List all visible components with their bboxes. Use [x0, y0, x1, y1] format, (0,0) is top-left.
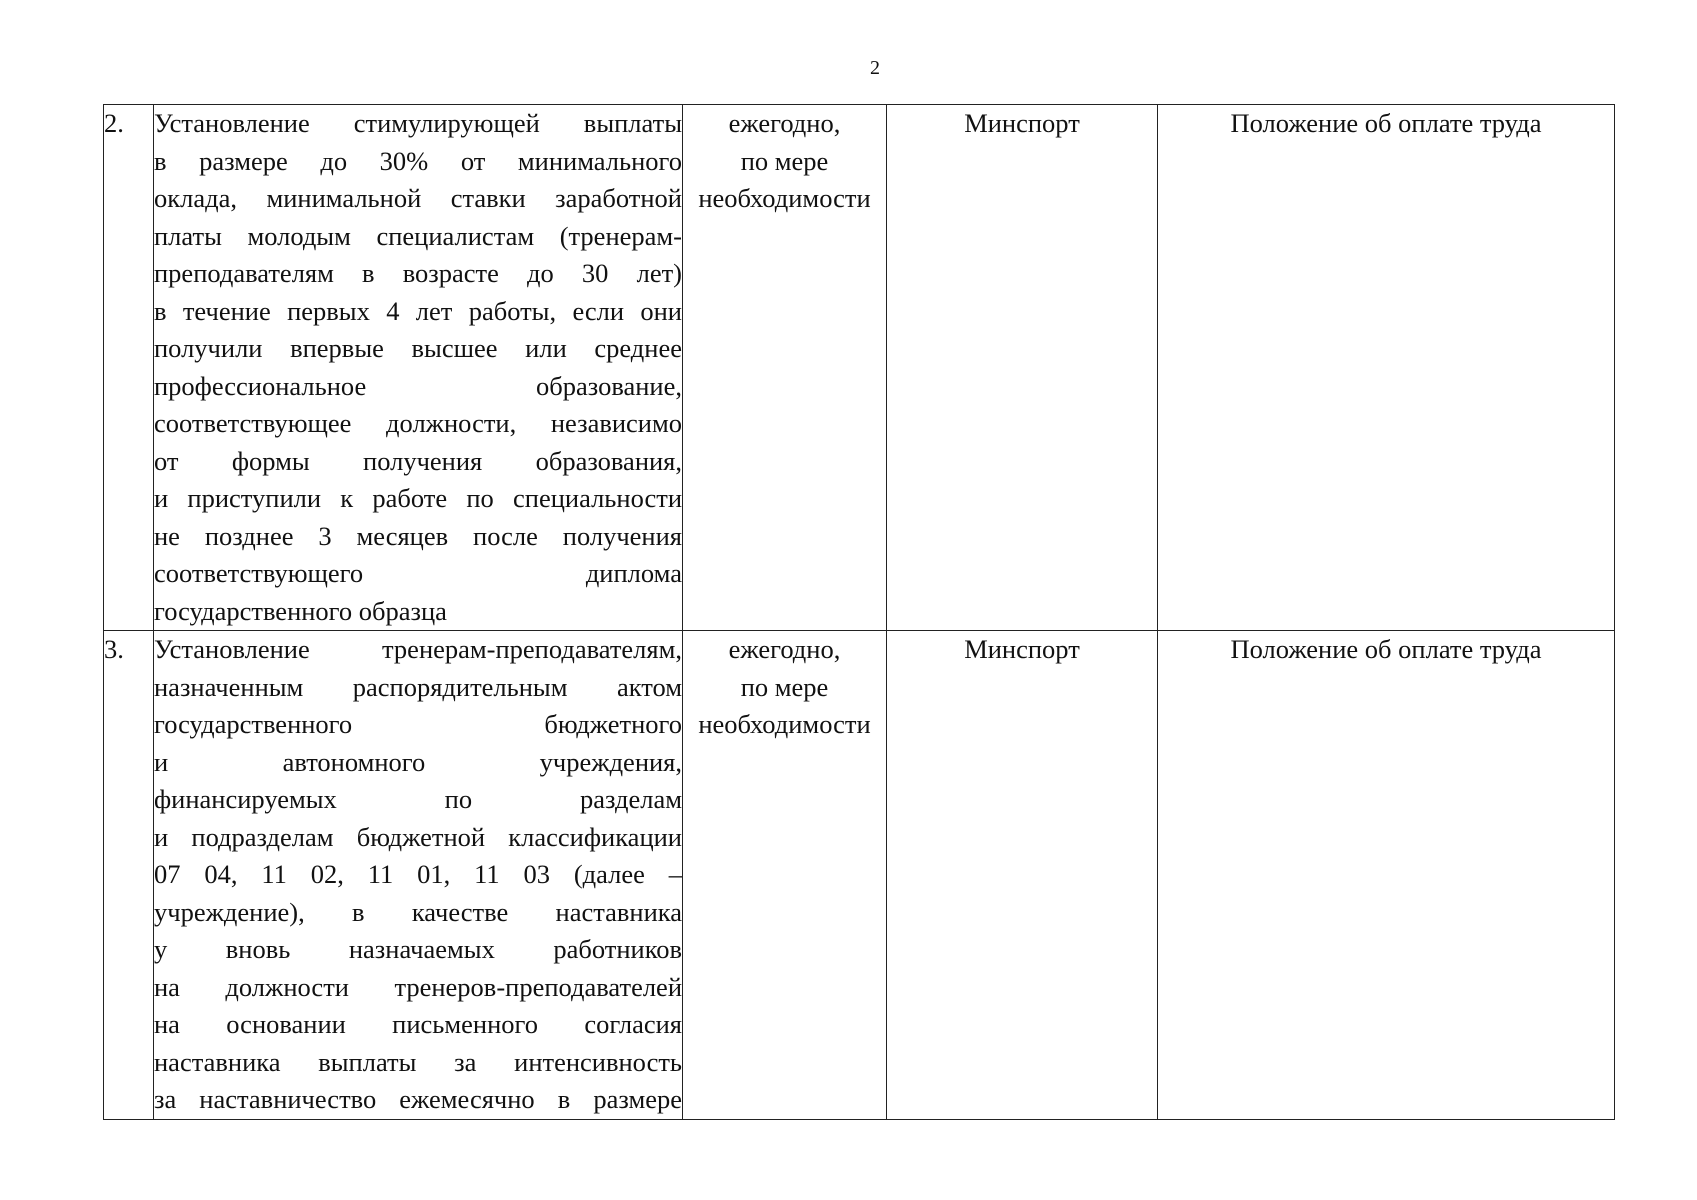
measures-table	[103, 104, 1615, 1120]
responsible-body: Минспорт	[887, 631, 1158, 1120]
term-line: необходимости	[698, 183, 871, 213]
description-line: и приступили к работе по специальности	[154, 483, 682, 513]
term-line: ежегодно,	[728, 108, 841, 138]
term-line: по мере	[740, 145, 829, 176]
description-line: соответствующее должности, независимо	[154, 408, 682, 438]
description-line: от формы получения образования,	[154, 445, 682, 476]
description-line: государственного бюджетного	[154, 709, 682, 739]
legal-basis: Положение об оплате труда	[1158, 105, 1615, 631]
measure-description	[154, 105, 683, 631]
description-line: Установление стимулирующей выплаты	[154, 108, 682, 138]
description-line: соответствующего диплома	[154, 558, 682, 588]
description-line: назначенным распорядительным актом	[154, 671, 682, 702]
measure-description	[154, 631, 683, 1120]
term-line: по мере	[740, 671, 829, 702]
term-line: ежегодно,	[728, 634, 841, 664]
description-line: и подразделам бюджетной классификации	[154, 821, 682, 852]
description-line: наставника выплаты за интенсивность	[154, 1046, 682, 1077]
row-number: 2.	[104, 105, 154, 631]
description-line: на должности тренеров-преподавателей	[154, 971, 682, 1002]
description-line: финансируемых по разделам	[154, 784, 682, 814]
description-line: учреждение), в качестве наставника	[154, 896, 682, 927]
description-line: оклада, минимальной ставки заработной	[154, 183, 682, 213]
description-line: не позднее 3 месяцев после получения	[154, 520, 682, 551]
description-line: за наставничество ежемесячно в размере	[154, 1084, 682, 1114]
description-line: преподавателям в возрасте до 30 лет)	[154, 258, 682, 288]
term-line: необходимости	[698, 709, 871, 739]
execution-term	[683, 631, 887, 1120]
description-line: профессиональное образование,	[154, 370, 682, 401]
description-line: у вновь назначаемых работников	[154, 934, 682, 964]
description-line: государственного образца	[154, 595, 447, 626]
table-row	[104, 631, 1615, 1120]
description-line: и автономного учреждения,	[154, 746, 682, 777]
responsible-body: Минспорт	[887, 105, 1158, 631]
execution-term	[683, 105, 887, 631]
description-line: 07 04, 11 02, 11 01, 11 03 (далее –	[154, 859, 682, 889]
page-number: 2	[870, 57, 880, 79]
description-line: в течение первых 4 лет работы, если они	[154, 295, 682, 326]
description-line: в размере до 30% от минимального	[154, 145, 682, 176]
description-line: платы молодым специалистам (тренерам-	[154, 220, 682, 251]
description-line: на основании письменного согласия	[154, 1009, 682, 1039]
table-row	[104, 105, 1615, 631]
row-number: 3.	[104, 631, 154, 1120]
description-line: получили впервые высшее или среднее	[154, 333, 682, 363]
description-line: Установление тренерам-преподавателям,	[154, 634, 682, 664]
legal-basis: Положение об оплате труда	[1158, 631, 1615, 1120]
